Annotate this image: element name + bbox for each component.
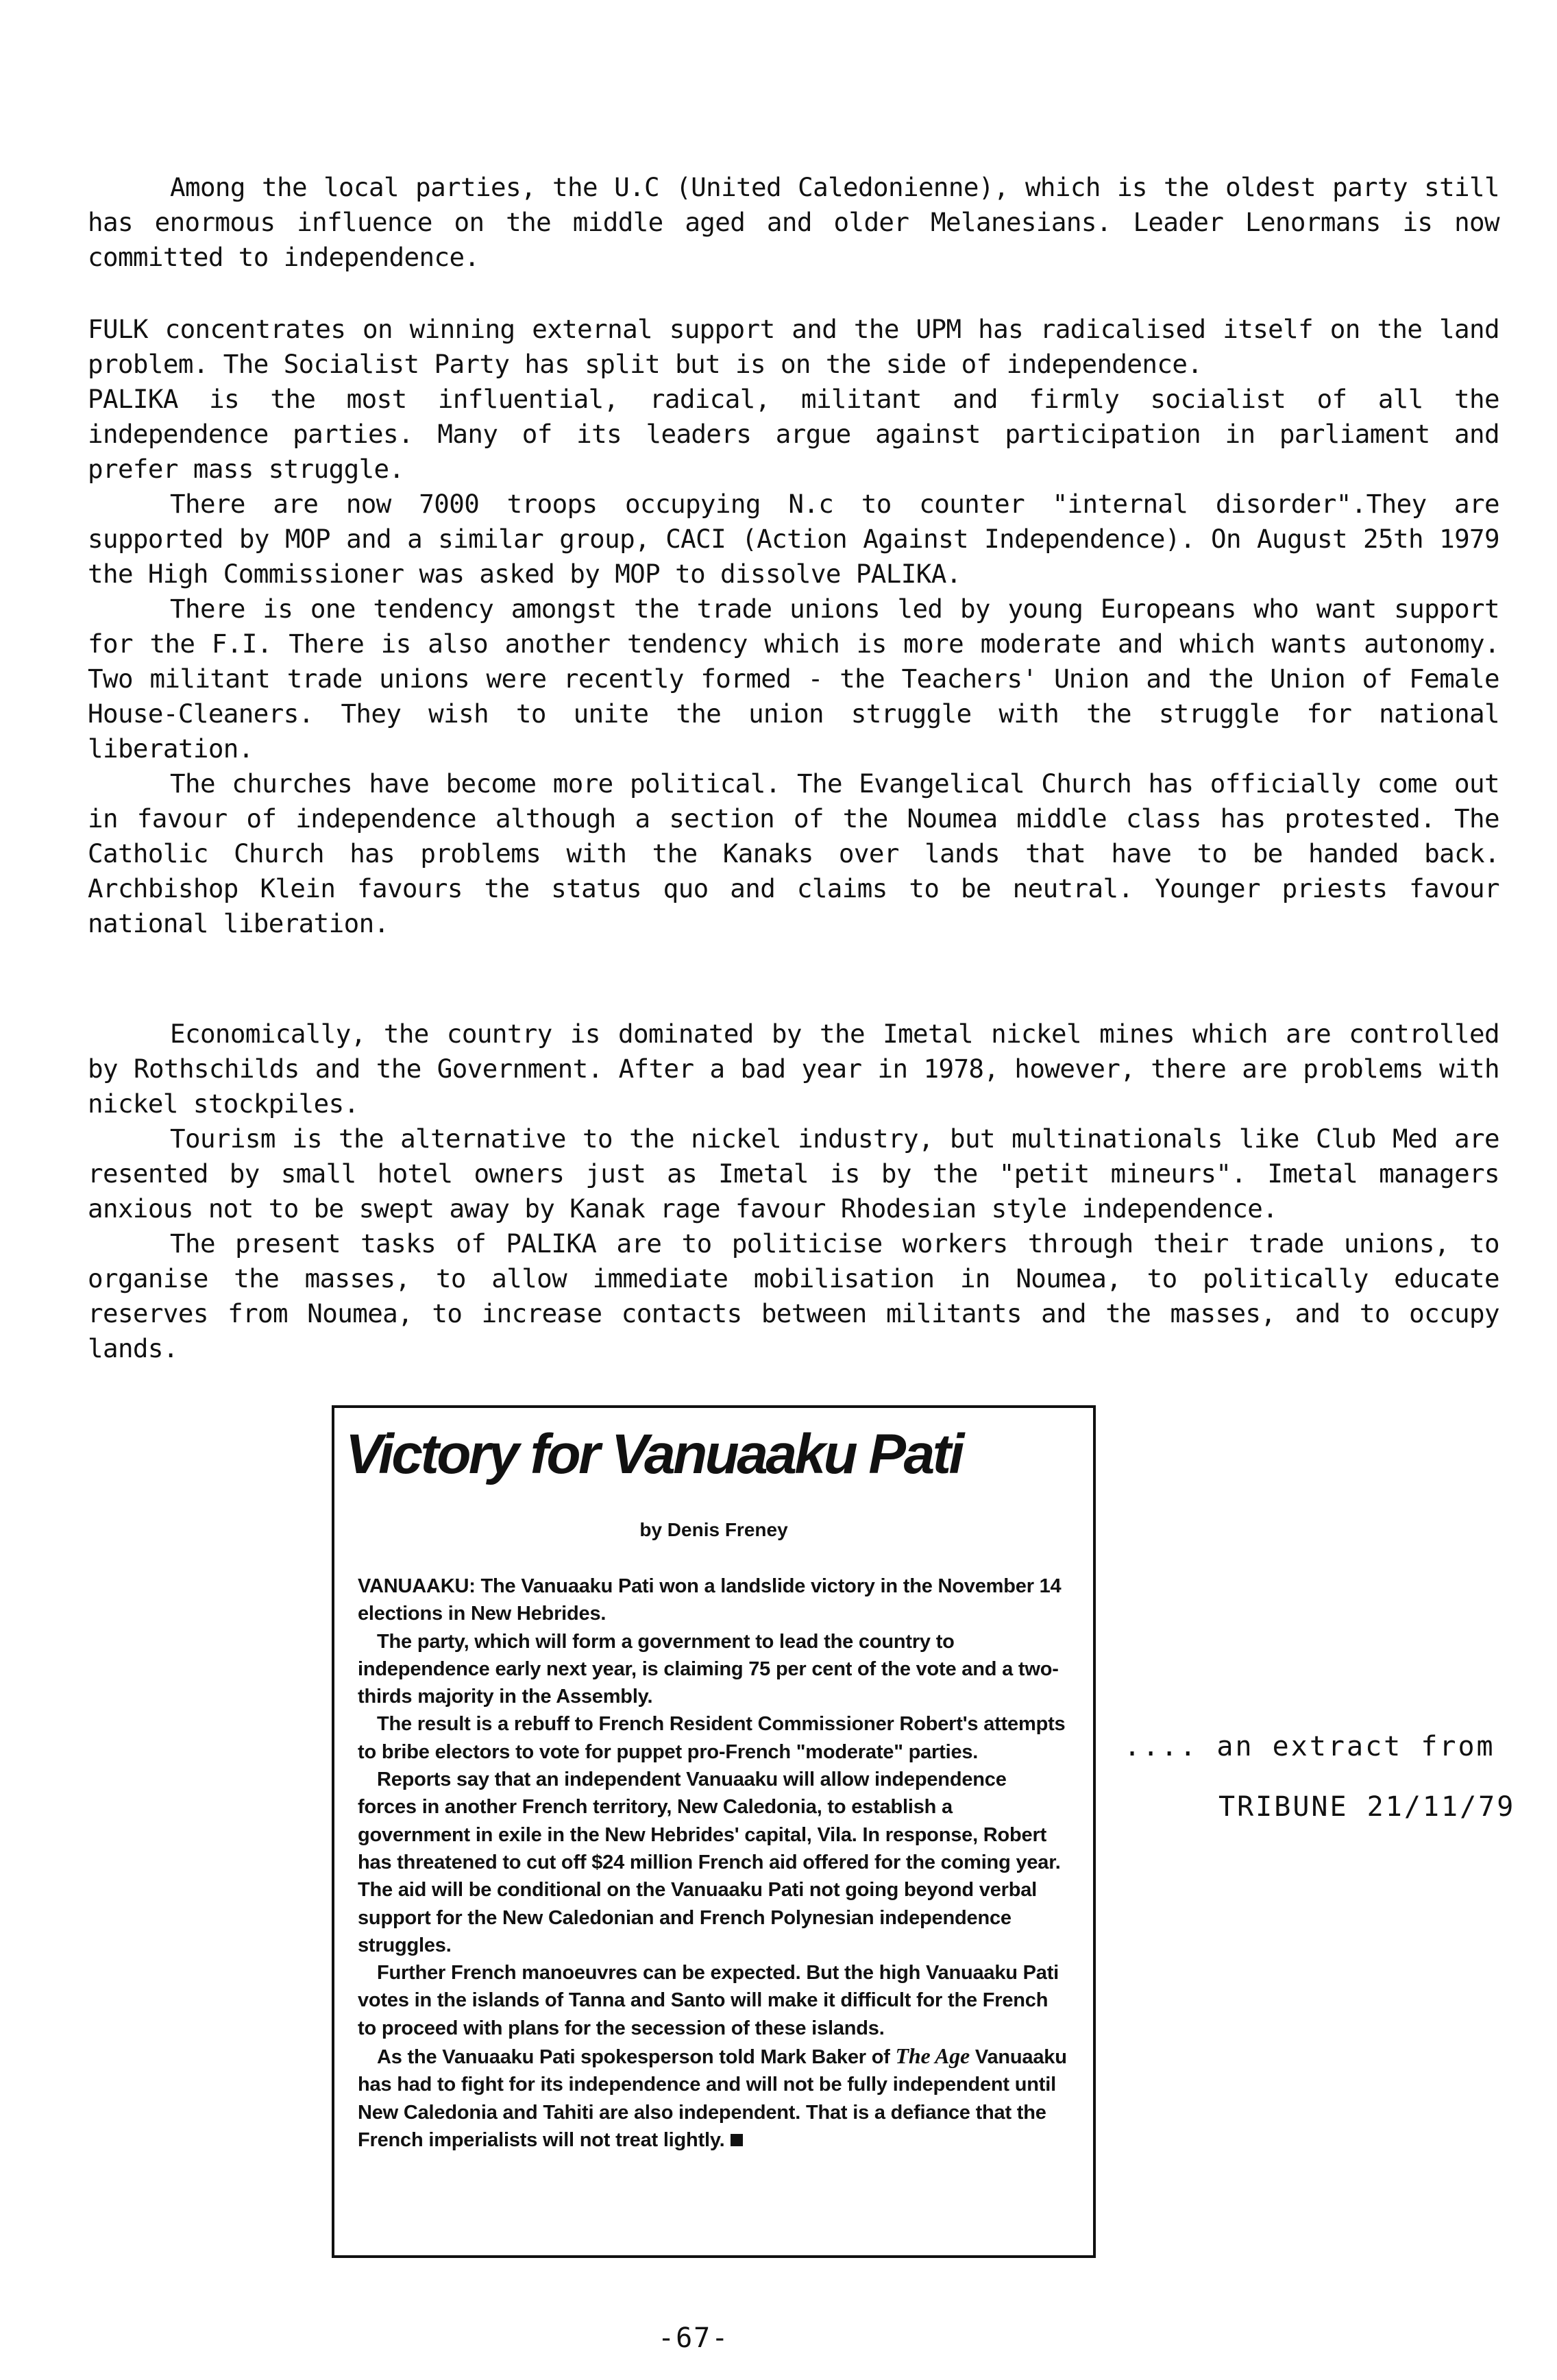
paragraph-economy: Economically, the country is dominated by the Imetal nickel mines which are controlled by Rothschilds and the Government. After a bad year in 1978, however, there are problems with nickel stockpiles.	[88, 1019, 1499, 1119]
paragraph-group-economy	[88, 1017, 1499, 1366]
clipping-byline: by Denis Freney	[639, 1519, 788, 1540]
clipping-paragraph: VANUAAKU: The Vanuaaku Pati won a landslide victory in the November 14 elections in New Hebrides.	[358, 1575, 1062, 1625]
clipping-paragraph: The party, which will form a government to lead the country to independence early next year, is claiming 75 per cent of the vote and a two-thirds majority in the Assembly.	[358, 1630, 1059, 1708]
paragraph-palika-tasks: The present tasks of PALIKA are to politicise workers through their trade unions, to organise the masses, to allow immediate mobilisation in Noumea, to politically educate reserves from Noumea, to increase contacts between militants and the masses, and to occupy lands.	[88, 1228, 1499, 1363]
clipping-paragraph: Reports say that an independent Vanuaaku will allow independence forces in another French territory, New Caledonia, to establish a government in exile in the New Hebrides' capital, Vila. In response, Robert has threatened to cut off $24 million French aid offered for the coming year. The aid will be conditional on the Vanuaaku Pati not going beyond verbal support for the New Caledonian and French Polynesian independence struggles.	[358, 1769, 1061, 1956]
paragraph-trade-unions: There is one tendency amongst the trade unions led by young Europeans who want support for the F.I. There is also another tendency which is more moderate and which wants autonomy. Two militant trade unions were recently formed - the Teachers' Union and the Union of Female House-Cleaners. They wish to unite the union struggle with the struggle for national liberation.	[88, 594, 1499, 764]
paragraph-palika: PALIKA is the most influential, radical, militant and firmly socialist of all the independence parties. Many of its leaders argue against participation in parliament and prefer mass struggle.	[88, 384, 1499, 484]
paragraph-group-parties	[88, 170, 1499, 275]
clipping-paragraph: Further French manoeuvres can be expected. But the high Vanuaaku Pati votes in the islands of Tanna and Santo will make it difficult for the French to proceed with plans for the secession of these islands.	[358, 1962, 1059, 2039]
paragraph-group-movements	[88, 312, 1499, 941]
paragraph-tourism: Tourism is the alternative to the nickel industry, but multinationals like Club Med are resented by small hotel owners just as Imetal is by the "petit mineurs". Imetal managers anxious not to be swept away by Kanak rage favour Rhodesian style independence.	[88, 1124, 1499, 1224]
extract-note: .... an extract from	[1124, 1731, 1495, 1762]
clipping-headline: Victory for Vanuaaku Pati	[345, 1423, 962, 1485]
clipping-text: Vanuaaku has had to fight for its independence and will not be fully independent until New Caledonia and Tahiti are also independent. That is a defiance that the French imperialists will not treat lightly.	[358, 2046, 1067, 2151]
paragraph-fulk: FULK concentrates on winning external support and the UPM has radicalised itself on the land problem. The Socialist Party has split but is on the side of independence.	[88, 314, 1499, 379]
paragraph-uc: Among the local parties, the U.C (United Caledonienne), which is the oldest party still has enormous influence on the middle aged and older Melanesians. Leader Lenormans is now committed to independence.	[88, 172, 1499, 272]
end-mark-icon	[731, 2134, 743, 2146]
clipping-paragraph-last	[358, 2042, 1070, 2154]
page-number: -67-	[658, 2322, 730, 2354]
extract-source: TRIBUNE 21/11/79	[1218, 1791, 1516, 1823]
publication-name: The Age	[895, 2043, 970, 2069]
clipping-body	[358, 1572, 1070, 2154]
paragraph-troops: There are now 7000 troops occupying N.c to counter "internal disorder".They are supported by MOP and a similar group, CACI (Action Against Independence). On August 25th 1979 the High Commissioner was asked by MOP to dissolve PALIKA.	[88, 489, 1499, 589]
newspaper-clipping	[332, 1405, 1096, 2258]
paragraph-churches: The churches have become more political. The Evangelical Church has officially come out in favour of independence although a section of the Noumea middle class has protested. The Catholic Church has problems with the Kanaks over lands that have to be handed back. Archbishop Klein favours the status quo and claims to be neutral. Younger priests favour national liberation.	[88, 768, 1499, 938]
clipping-paragraph: The result is a rebuff to French Resident Commissioner Robert's attempts to bribe electors to vote for puppet pro-French "moderate" parties.	[358, 1713, 1066, 1763]
clipping-text: As the Vanuaaku Pati spokesperson told Mark Baker of	[377, 2046, 890, 2069]
